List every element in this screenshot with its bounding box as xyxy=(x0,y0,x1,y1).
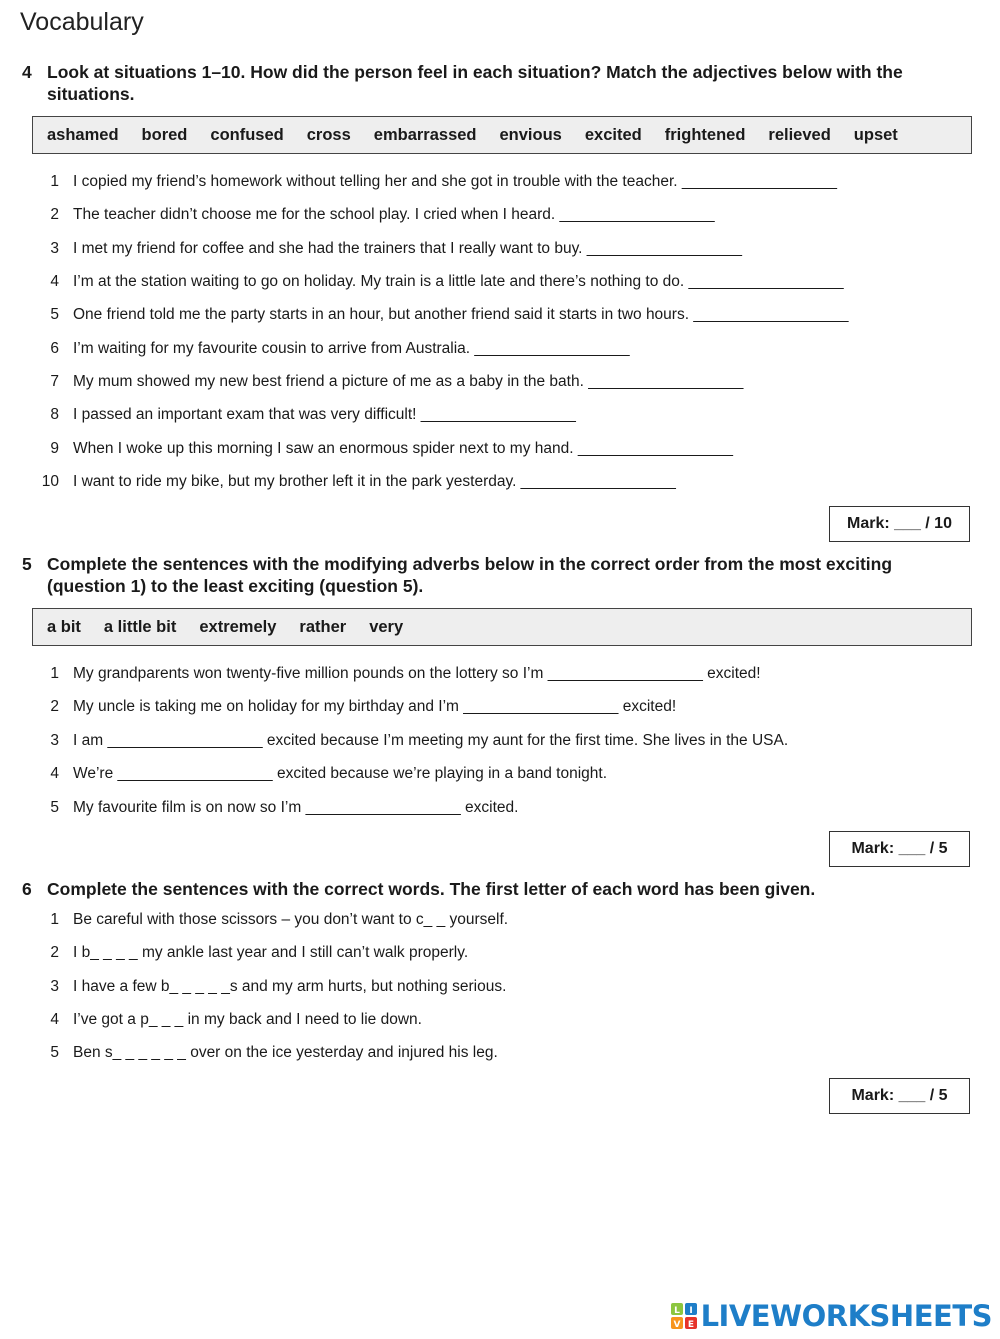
question-5-instruction: Complete the sentences with the modifying adverbs below in the correct order from the most exciting (question 1) to the least exciting (question 5). xyxy=(47,554,893,596)
item-number: 8 xyxy=(50,406,59,423)
item-number: 5 xyxy=(50,306,59,323)
svg-text:I: I xyxy=(688,1306,693,1316)
item-text[interactable]: We’re __________________ excited because we’re playing in a band tonight. xyxy=(73,765,608,782)
item-number: 3 xyxy=(50,732,59,749)
item-number: 2 xyxy=(50,698,59,715)
page-title: Vocabulary xyxy=(20,8,144,36)
item-number: 9 xyxy=(50,440,59,457)
q4-mark-box: Mark: ___ / 10 xyxy=(829,506,970,542)
word-option: a little bit xyxy=(103,617,177,636)
item-number: 3 xyxy=(50,978,59,995)
item-text[interactable]: My uncle is taking me on holiday for my birthday and I’m __________________ excited! xyxy=(73,698,677,715)
item-number: 2 xyxy=(50,206,59,223)
item-text[interactable]: My favourite film is on now so I’m __________________ excited. xyxy=(73,799,519,816)
question-4-instruction: Look at situations 1–10. How did the person feel in each situation? Match the adjectives below with the situations. xyxy=(47,62,903,104)
item-number: 4 xyxy=(50,765,59,782)
liveworksheets-logo[interactable] xyxy=(671,1299,992,1333)
question-6-heading xyxy=(22,878,972,900)
item-number: 7 xyxy=(50,373,59,390)
item-number: 6 xyxy=(50,340,59,357)
item-text[interactable]: My grandparents won twenty-five million pounds on the lottery so I’m __________________ excited! xyxy=(73,665,761,682)
word-option: confused xyxy=(210,125,284,144)
word-option: envious xyxy=(499,125,562,144)
item-number: 2 xyxy=(50,944,59,961)
item-text[interactable]: I b_ _ _ _ my ankle last year and I still can’t walk properly. xyxy=(73,944,469,961)
item-text[interactable]: One friend told me the party starts in an hour, but another friend said it starts in two hours. __________________ xyxy=(73,306,849,323)
q5-mark-box: Mark: ___ / 5 xyxy=(829,831,970,867)
item-text[interactable]: I want to ride my bike, but my brother left it in the park yesterday. __________________ xyxy=(73,473,676,490)
item-number: 1 xyxy=(50,173,59,190)
item-text[interactable]: The teacher didn’t choose me for the school play. I cried when I heard. __________________ xyxy=(73,206,715,223)
item-text[interactable]: Ben s_ _ _ _ _ _ over on the ice yesterday and injured his leg. xyxy=(73,1044,498,1061)
word-option: frightened xyxy=(664,125,746,144)
question-6-number: 6 xyxy=(22,879,32,899)
word-option: embarrassed xyxy=(373,125,477,144)
item-text[interactable]: Be careful with those scissors – you don’t want to c_ _ yourself. xyxy=(73,911,509,928)
question-4-number: 4 xyxy=(22,62,32,82)
item-number: 10 xyxy=(41,473,59,490)
liveworksheets-logo-text: LIVEWORKSHEETS xyxy=(700,1299,992,1333)
word-option: very xyxy=(369,617,404,636)
word-option: cross xyxy=(306,125,351,144)
svg-text:E: E xyxy=(687,1320,694,1329)
item-number: 4 xyxy=(50,273,59,290)
word-option: excited xyxy=(584,125,642,144)
item-number: 1 xyxy=(50,665,59,682)
word-option: bored xyxy=(141,125,188,144)
word-option: relieved xyxy=(768,125,831,144)
svg-text:V: V xyxy=(673,1320,681,1329)
word-option: upset xyxy=(853,125,898,144)
item-number: 4 xyxy=(50,1011,59,1028)
question-4-heading xyxy=(22,61,972,105)
liveworksheets-logo-icon xyxy=(671,1303,697,1329)
item-number: 5 xyxy=(50,1044,59,1061)
question-5-heading xyxy=(22,553,972,597)
item-text[interactable]: I have a few b_ _ _ _ _s and my arm hurts, but nothing serious. xyxy=(73,978,507,995)
svg-text:L: L xyxy=(673,1306,680,1316)
word-option: a bit xyxy=(47,617,81,636)
question-5-number: 5 xyxy=(22,554,32,574)
q6-mark-box: Mark: ___ / 5 xyxy=(829,1078,970,1114)
item-number: 3 xyxy=(50,240,59,257)
q5-word-box xyxy=(32,608,972,646)
item-text[interactable]: I’m waiting for my favourite cousin to arrive from Australia. __________________ xyxy=(73,340,630,357)
q4-word-box xyxy=(32,116,972,154)
item-text[interactable]: When I woke up this morning I saw an enormous spider next to my hand. __________________ xyxy=(73,440,734,457)
item-text[interactable]: I met my friend for coffee and she had the trainers that I really want to buy. __________________ xyxy=(73,240,742,257)
word-option: ashamed xyxy=(47,125,119,144)
item-number: 1 xyxy=(50,911,59,928)
item-text[interactable]: I am __________________ excited because I’m meeting my aunt for the first time. She lives in the USA. xyxy=(73,732,789,749)
word-option: rather xyxy=(299,617,347,636)
word-option: extremely xyxy=(199,617,277,636)
item-text[interactable]: I’m at the station waiting to go on holiday. My train is a little late and there’s nothing to do. __________________ xyxy=(73,273,844,290)
item-text[interactable]: I passed an important exam that was very difficult! __________________ xyxy=(73,406,576,423)
item-number: 5 xyxy=(50,799,59,816)
item-text[interactable]: I copied my friend’s homework without telling her and she got in trouble with the teacher. __________________ xyxy=(73,173,838,190)
item-text[interactable]: My mum showed my new best friend a picture of me as a baby in the bath. __________________ xyxy=(73,373,744,390)
question-6-instruction: Complete the sentences with the correct words. The first letter of each word has been given. xyxy=(47,879,816,899)
item-text[interactable]: I’ve got a p_ _ _ in my back and I need to lie down. xyxy=(73,1011,422,1028)
